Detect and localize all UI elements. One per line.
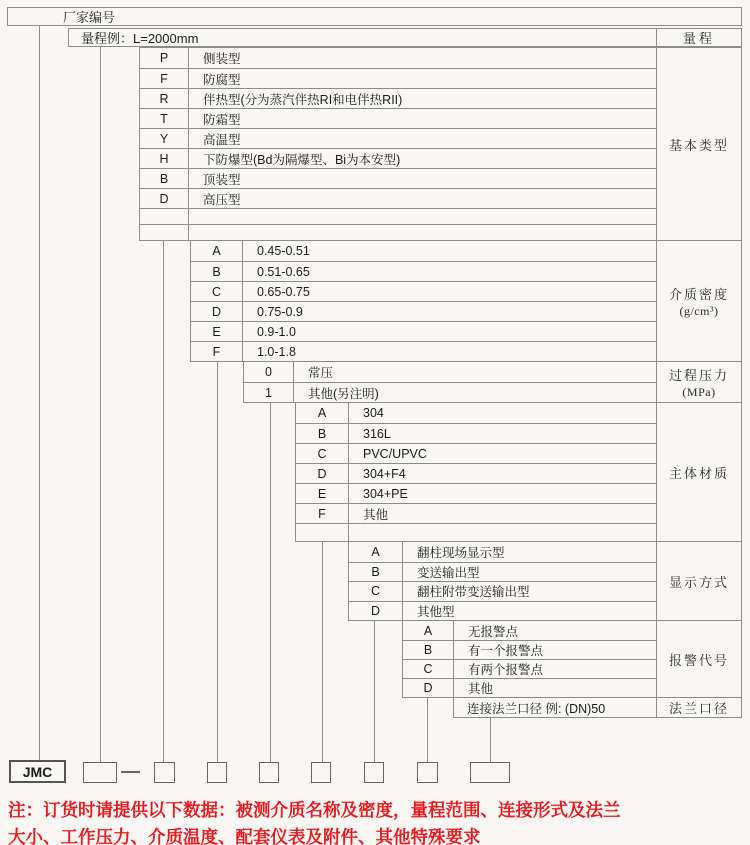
option-row <box>191 341 656 361</box>
option-row <box>296 483 656 503</box>
ordering-note-line1: 注：订货时请提供以下数据：被测介质名称及密度，量程范围、连接形式及法兰 <box>8 800 621 820</box>
option-row <box>403 640 656 659</box>
section-label-process-pressure: 过程压力 (MPa) <box>656 362 741 402</box>
option-code: B <box>403 641 454 659</box>
option-row-empty <box>140 208 656 224</box>
option-desc: 翻柱附带变送输出型 <box>417 585 530 600</box>
option-row-empty <box>296 523 656 541</box>
option-desc: 其他型 <box>417 604 455 619</box>
model-box-range <box>83 762 117 783</box>
connector-line-display <box>374 621 375 762</box>
section-label-medium-density: 介质密度 (g/cm³) <box>656 241 741 361</box>
connector-line-basic-type <box>163 241 164 762</box>
option-desc: 304+PE <box>363 486 408 501</box>
option-row <box>244 382 656 402</box>
option-code: A <box>191 241 243 261</box>
option-desc: 0.65-0.75 <box>257 284 310 299</box>
option-row <box>349 581 656 601</box>
section-label-flange-diameter: 法兰口径 <box>656 698 741 717</box>
connector-line-range <box>100 46 101 762</box>
option-row <box>349 542 656 562</box>
option-desc: 0.45-0.51 <box>257 244 310 258</box>
section-label-basic-type: 基本类型 <box>656 48 741 240</box>
option-code: A <box>296 403 349 423</box>
option-code <box>140 225 189 240</box>
option-desc: 防腐型 <box>203 72 241 87</box>
option-desc: 0.51-0.65 <box>257 264 310 279</box>
option-desc: 伴热型(分为蒸汽伴热RI和电伴热RII) <box>203 92 403 107</box>
option-row <box>140 88 656 108</box>
option-code: A <box>403 621 454 640</box>
option-desc: 下防爆型(Bd为隔爆型、Bi为本安型) <box>203 152 401 167</box>
option-desc: 304 <box>363 406 384 420</box>
option-desc: 其他 <box>363 507 389 522</box>
option-desc: 0.75-0.9 <box>257 304 303 319</box>
option-row <box>296 423 656 443</box>
option-desc: 1.0-1.8 <box>257 344 296 359</box>
option-code: D <box>140 189 189 208</box>
option-desc: 侧装型 <box>203 52 241 66</box>
option-code: B <box>349 563 403 582</box>
option-desc: 304+F4 <box>363 466 406 481</box>
option-code <box>140 209 189 224</box>
option-code: D <box>349 602 403 621</box>
factory-number-label: 厂家编号 <box>63 10 116 25</box>
option-row <box>191 261 656 281</box>
connector-line-material <box>322 542 323 762</box>
flange-diameter-row <box>453 697 742 718</box>
option-desc: 其他 <box>468 682 494 696</box>
ordering-note-line2: 大小、工作压力、介质温度、配套仪表及附件、其他特殊要求 <box>8 827 481 845</box>
option-desc: 高压型 <box>203 192 241 207</box>
range-section-label: 量程 <box>656 29 741 46</box>
option-code: B <box>296 424 349 443</box>
option-desc: 顶装型 <box>203 172 241 187</box>
option-desc: 316L <box>363 426 391 441</box>
option-code: D <box>191 302 243 321</box>
model-box-alarm <box>417 762 438 783</box>
model-prefix-box <box>9 760 66 783</box>
option-code: P <box>140 48 189 68</box>
option-code: B <box>140 169 189 188</box>
model-box-basic-type <box>154 762 175 783</box>
option-row <box>296 403 656 423</box>
model-prefix-text: JMC <box>22 763 53 780</box>
option-desc: 有两个报警点 <box>468 663 544 677</box>
factory-number-row <box>7 7 742 26</box>
option-code: F <box>296 504 349 523</box>
option-row <box>140 128 656 148</box>
connector-line-factory <box>39 25 40 762</box>
option-row <box>191 301 656 321</box>
option-code: C <box>191 282 243 301</box>
model-box-material <box>311 762 331 783</box>
option-desc: 其他(另注明) <box>308 386 379 401</box>
option-row <box>191 321 656 341</box>
option-row <box>349 562 656 582</box>
option-code: 1 <box>244 383 294 402</box>
option-code: C <box>403 660 454 678</box>
section-label-alarm-code: 报警代号 <box>656 621 741 697</box>
section-body-material <box>295 402 742 542</box>
option-code: C <box>349 582 403 601</box>
option-row <box>403 678 656 697</box>
model-box-pressure <box>259 762 279 783</box>
option-row <box>244 362 656 382</box>
connector-line-flange <box>490 718 491 762</box>
option-code: D <box>296 464 349 483</box>
option-code: T <box>140 109 189 128</box>
option-row <box>140 168 656 188</box>
option-row <box>296 503 656 523</box>
option-row <box>403 621 656 640</box>
section-display-mode <box>348 541 742 621</box>
option-row <box>296 463 656 483</box>
option-row <box>191 281 656 301</box>
option-row <box>140 108 656 128</box>
option-desc: 常压 <box>308 366 334 380</box>
connector-line-pressure <box>270 403 271 762</box>
option-desc: 0.9-1.0 <box>257 324 296 339</box>
option-desc: PVC/UPVC <box>363 446 427 461</box>
option-row <box>140 48 656 68</box>
option-row <box>296 443 656 463</box>
ordering-note <box>8 797 750 845</box>
section-medium-density <box>190 240 742 362</box>
option-code: Y <box>140 129 189 148</box>
option-row <box>349 601 656 621</box>
model-box-flange <box>470 762 510 783</box>
option-code: H <box>140 149 189 168</box>
option-code: E <box>191 322 243 341</box>
option-desc: 变送输出型 <box>417 565 480 580</box>
option-desc: 防霜型 <box>203 112 241 127</box>
section-process-pressure <box>243 361 742 403</box>
section-label-display-mode: 显示方式 <box>656 542 741 620</box>
option-row-empty <box>140 224 656 240</box>
section-label-body-material: 主体材质 <box>656 403 741 541</box>
option-row <box>140 68 656 88</box>
option-code: 0 <box>244 362 294 382</box>
option-code: B <box>191 262 243 281</box>
model-dash <box>121 771 140 773</box>
range-row <box>68 28 742 47</box>
option-desc: 翻柱现场显示型 <box>417 545 505 560</box>
option-code: C <box>296 444 349 463</box>
option-code: E <box>296 484 349 503</box>
option-row <box>140 188 656 208</box>
section-basic-type <box>139 47 742 241</box>
model-box-density <box>207 762 227 783</box>
option-code: D <box>403 679 454 697</box>
model-box-display <box>364 762 384 783</box>
option-row <box>140 148 656 168</box>
option-row <box>403 659 656 678</box>
option-desc: 高温型 <box>203 132 241 147</box>
option-code: F <box>191 342 243 361</box>
option-row <box>191 241 656 261</box>
connector-line-alarm <box>427 698 428 762</box>
option-code: R <box>140 89 189 108</box>
option-code: F <box>140 69 189 88</box>
option-desc: 有一个报警点 <box>468 644 544 658</box>
option-code <box>296 524 349 541</box>
section-alarm-code <box>402 620 742 698</box>
connector-line-density <box>217 362 218 762</box>
range-example-text: 量程例：L=2000mm <box>81 31 199 46</box>
option-desc: 无报警点 <box>468 624 519 639</box>
flange-diameter-text: 连接法兰口径 例: (DN)50 <box>467 701 606 716</box>
option-code: A <box>349 542 403 562</box>
